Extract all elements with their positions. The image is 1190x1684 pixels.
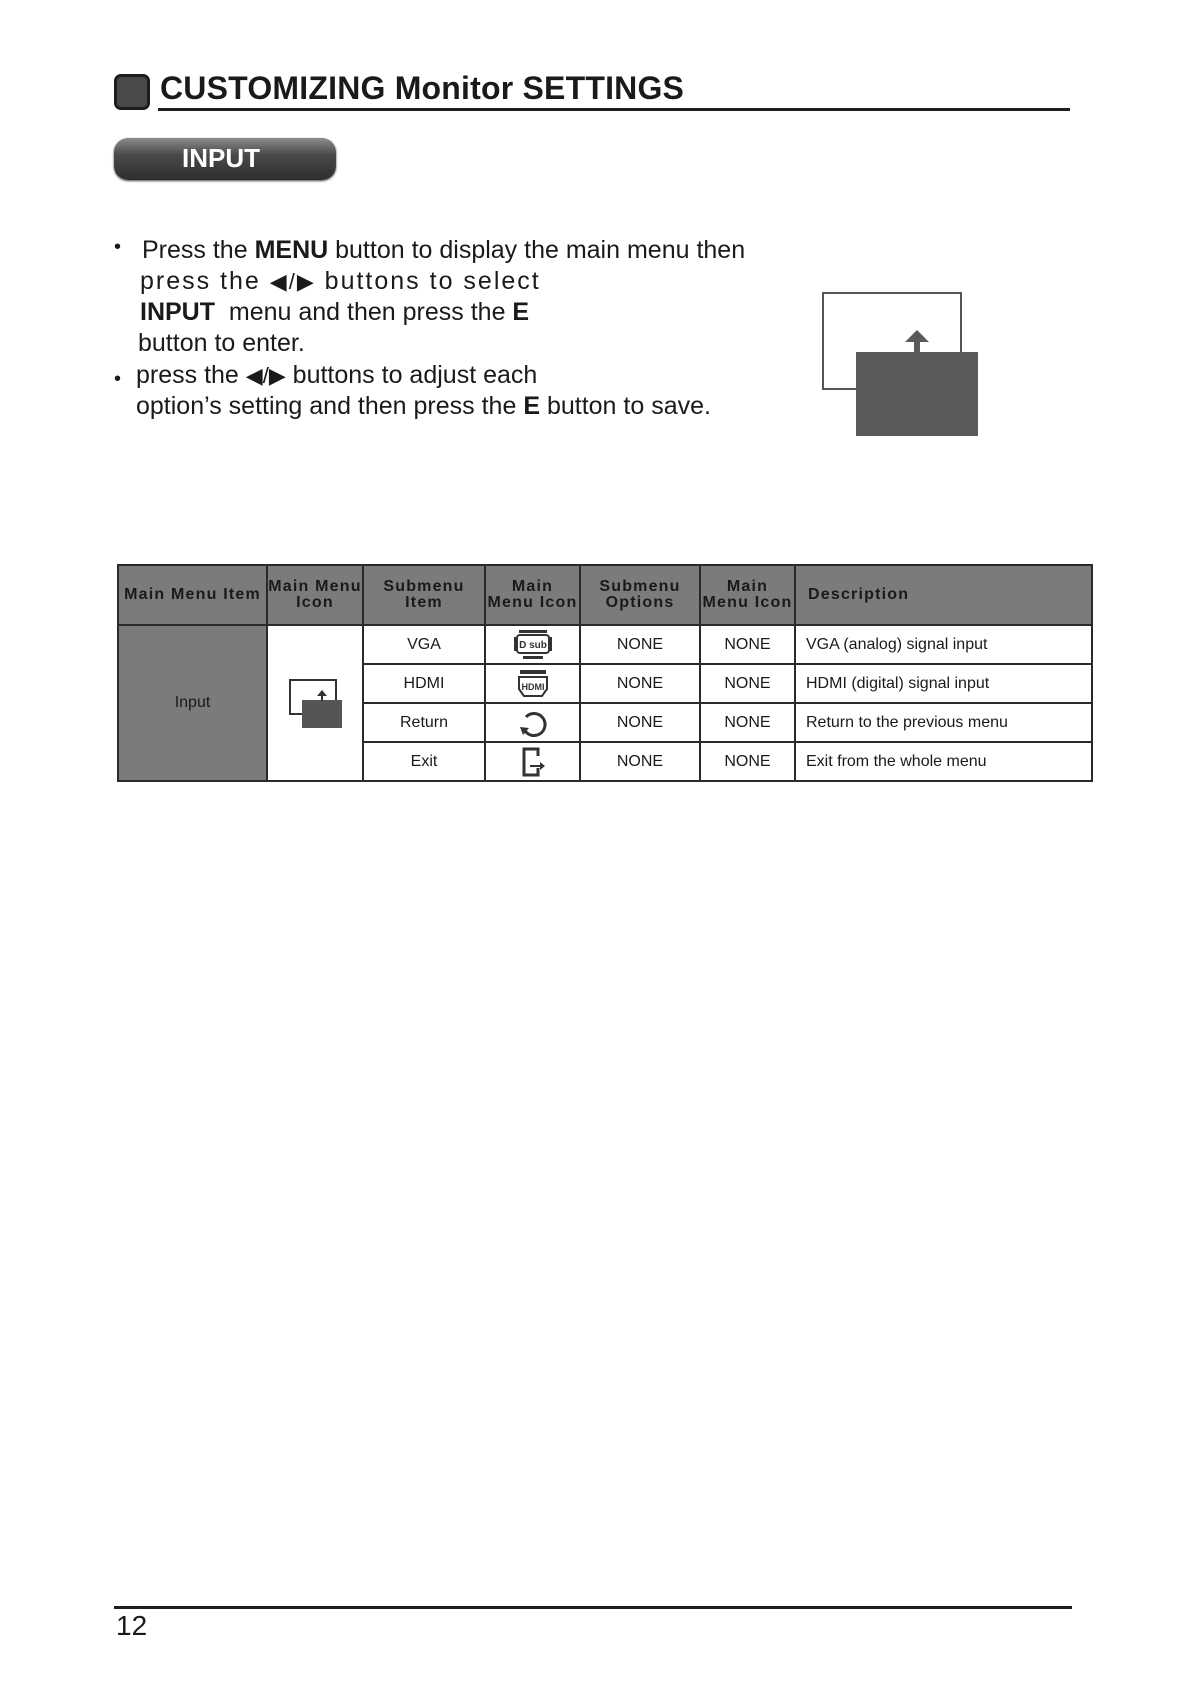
return-icon bbox=[517, 707, 549, 739]
submenu-options: NONE bbox=[580, 625, 700, 664]
instruction-text: Press the bbox=[142, 236, 255, 264]
page-title: CUSTOMIZING Monitor SETTINGS bbox=[160, 70, 685, 106]
submenu-item-return: Return bbox=[363, 703, 485, 742]
header-description: Description bbox=[795, 565, 1092, 625]
input-illustration-front-screen bbox=[856, 352, 978, 436]
header-main-menu-item: Main Menu Item bbox=[118, 565, 267, 625]
instruction-line bbox=[140, 267, 541, 296]
instruction-line bbox=[140, 298, 529, 327]
table-row bbox=[118, 625, 1092, 664]
e-key-label: E bbox=[523, 392, 540, 420]
exit-icon-cell bbox=[485, 742, 580, 781]
instruction-text: buttons to select bbox=[315, 267, 541, 295]
submenu-options: NONE bbox=[580, 664, 700, 703]
bullet-icon: • bbox=[114, 368, 122, 390]
input-menu-icon bbox=[287, 677, 343, 729]
submenu-options: NONE bbox=[580, 742, 700, 781]
instruction-text: buttons to adjust each bbox=[285, 361, 538, 389]
footer-divider bbox=[114, 1606, 1072, 1609]
instruction-text: press the bbox=[136, 361, 246, 389]
hdmi-icon-cell bbox=[485, 664, 580, 703]
instruction-text: press the bbox=[140, 267, 270, 295]
header-submenu-item: Submenu Item bbox=[363, 565, 485, 625]
table-header-row bbox=[118, 565, 1092, 625]
instruction-line bbox=[136, 361, 537, 390]
input-menu-icon-cell bbox=[267, 625, 363, 781]
input-menu-table bbox=[117, 564, 1093, 782]
section-marker-icon bbox=[114, 74, 150, 110]
row-description: VGA (analog) signal input bbox=[795, 625, 1092, 664]
submenu-options: NONE bbox=[580, 703, 700, 742]
dsub-icon bbox=[513, 629, 553, 661]
instruction-line: button to enter. bbox=[138, 329, 305, 357]
left-right-arrows-icon: ◀/▶ bbox=[269, 269, 316, 294]
instruction-text: menu and then press the bbox=[215, 298, 513, 326]
left-right-arrows-icon: ◀/▶ bbox=[245, 363, 286, 388]
header-submenu-options: Submenu Options bbox=[580, 565, 700, 625]
header-main-menu-icon: Main Menu Icon bbox=[485, 565, 580, 625]
instruction-text: option’s setting and then press the bbox=[136, 392, 524, 420]
instruction-line bbox=[136, 392, 711, 421]
dsub-icon-label: D sub bbox=[518, 639, 547, 651]
row-description: Return to the previous menu bbox=[795, 703, 1092, 742]
menu-key-label: MENU bbox=[254, 236, 329, 264]
instruction-line bbox=[142, 236, 745, 265]
e-key-label: E bbox=[512, 298, 530, 326]
submenu-icon: NONE bbox=[700, 625, 795, 664]
row-description: Exit from the whole menu bbox=[795, 742, 1092, 781]
hdmi-icon bbox=[516, 669, 550, 699]
dsub-icon-cell bbox=[485, 625, 580, 664]
submenu-icon: NONE bbox=[700, 742, 795, 781]
instruction-text: button to display the main menu then bbox=[328, 236, 746, 264]
input-key-label: INPUT bbox=[140, 298, 215, 326]
submenu-icon: NONE bbox=[700, 664, 795, 703]
submenu-icon: NONE bbox=[700, 703, 795, 742]
section-badge-label: INPUT bbox=[182, 143, 260, 173]
submenu-item-exit: Exit bbox=[363, 742, 485, 781]
submenu-item-vga: VGA bbox=[363, 625, 485, 664]
up-arrow-icon bbox=[904, 328, 930, 354]
header-main-menu-icon: Main Menu Icon bbox=[267, 565, 363, 625]
header-divider bbox=[158, 108, 1070, 111]
hdmi-icon-label: HDMI bbox=[521, 681, 544, 692]
instruction-text: button to save. bbox=[540, 392, 711, 420]
return-icon-cell bbox=[485, 703, 580, 742]
bullet-icon: • bbox=[114, 236, 122, 258]
row-description: HDMI (digital) signal input bbox=[795, 664, 1092, 703]
header-main-menu-icon: Main Menu Icon bbox=[700, 565, 795, 625]
submenu-item-hdmi: HDMI bbox=[363, 664, 485, 703]
page-number: 12 bbox=[116, 1610, 148, 1641]
exit-icon bbox=[520, 746, 546, 778]
main-menu-item-input: Input bbox=[118, 625, 267, 781]
